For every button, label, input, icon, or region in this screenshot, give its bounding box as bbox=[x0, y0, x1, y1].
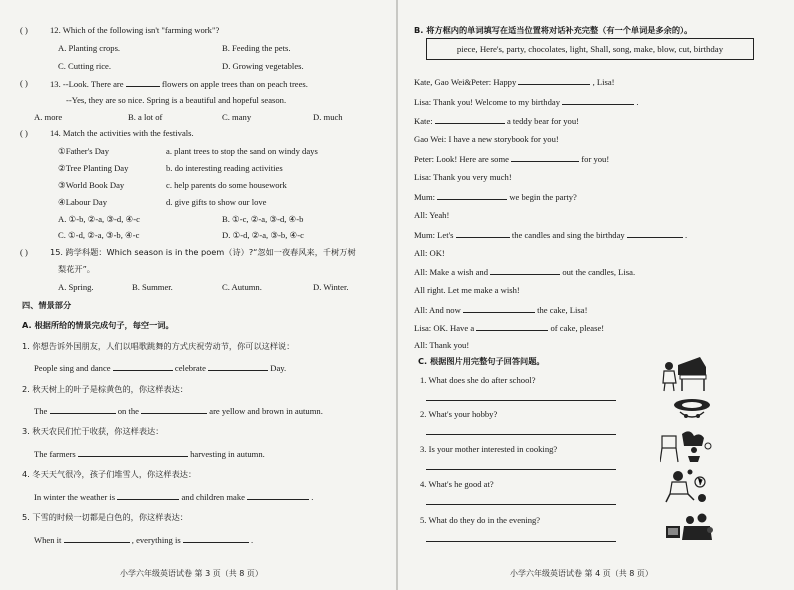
q13-reply: --Yes, they are so nice. Spring is a beautiful and hopeful season. bbox=[66, 95, 287, 105]
dialog-3-blank[interactable] bbox=[435, 115, 505, 124]
s1-text-c: Day. bbox=[270, 363, 287, 373]
q14-activity-d: d. give gifts to show our love bbox=[166, 197, 267, 207]
s1-text-b: celebrate bbox=[174, 363, 206, 373]
q14-festival-2: ②Tree Planting Day bbox=[58, 163, 129, 173]
q15-option-c: C. Autumn. bbox=[222, 282, 262, 292]
dialog-line-12: All right. Let me make a wish! bbox=[414, 285, 520, 295]
c-question-5: 5. What do they do in the evening? bbox=[420, 515, 541, 525]
s5-blank-1[interactable] bbox=[64, 534, 130, 543]
dialog-9-text-b: the candles and sing the birthday bbox=[511, 230, 625, 240]
s1-blank-1[interactable] bbox=[113, 362, 173, 371]
part-b-instruction: B. 将方框内的单词填写在适当位置将对话补充完整（有一个单词是多余的）。 bbox=[414, 25, 693, 35]
piano-picture-icon bbox=[660, 353, 710, 393]
s5-text-b: , everything is bbox=[131, 535, 181, 545]
dialog-3-text-a: Kate: bbox=[414, 116, 433, 126]
dialog-14-text-a: Lisa: OK. Have a bbox=[414, 323, 475, 333]
dialog-13-text-b: the cake, Lisa! bbox=[537, 305, 588, 315]
part-c-instruction: C. 根据图片用完整句子回答问题。 bbox=[418, 356, 545, 366]
s1-sentence bbox=[34, 362, 286, 374]
dialog-7-text-a: Mum: bbox=[414, 192, 436, 202]
s4-blank-1[interactable] bbox=[117, 491, 179, 500]
dialog-11-blank[interactable] bbox=[490, 266, 560, 275]
dialog-11-text-a: All: Make a wish and bbox=[414, 267, 488, 277]
q14-activity-b: b. do interesting reading activities bbox=[166, 163, 283, 173]
s4-text-b: and children make bbox=[181, 492, 245, 502]
dialog-line-4: Gao Wei: I have a new storybook for you! bbox=[414, 134, 559, 144]
q13-option-a: A. more bbox=[34, 112, 63, 122]
q13-option-c: C. many bbox=[222, 112, 252, 122]
c-answer-line-1[interactable] bbox=[426, 400, 616, 401]
s2-text-c: are yellow and brown in autumn. bbox=[209, 406, 323, 416]
s2-text-b: on the bbox=[117, 406, 139, 416]
dialog-line-8: All: Yeah! bbox=[414, 210, 450, 220]
s1-blank-2[interactable] bbox=[208, 362, 268, 371]
dialog-7-blank[interactable] bbox=[437, 191, 507, 200]
q12-option-d: D. Growing vegetables. bbox=[222, 61, 304, 71]
dialog-14-text-b: of cake, please! bbox=[550, 323, 605, 333]
s2-blank-2[interactable] bbox=[141, 405, 207, 414]
s2-sentence bbox=[34, 405, 323, 417]
s4-blank-2[interactable] bbox=[247, 491, 309, 500]
dialog-line-9: Mum: Let's the candles and sing the birthday . bbox=[414, 230, 688, 240]
dialog-line-10: All: OK! bbox=[414, 248, 445, 258]
dialog-3-text-b: a teddy bear for you! bbox=[506, 116, 579, 126]
dialog-line-11 bbox=[414, 266, 635, 278]
drawing-picture-icon bbox=[670, 396, 714, 424]
q13-stem-start: 13. --Look. There are bbox=[50, 79, 124, 89]
s5-text-a: When it bbox=[34, 535, 62, 545]
s1-text-a: People sing and dance bbox=[34, 363, 111, 373]
c-question-4: 4. What's he good at? bbox=[420, 479, 494, 489]
q15-stem-continued: 梨花开”。 bbox=[58, 264, 95, 274]
s4-text-a: In winter the weather is bbox=[34, 492, 116, 502]
s3-text-a: The farmers bbox=[34, 449, 76, 459]
s2-blank-1[interactable] bbox=[50, 405, 116, 414]
q13-stem-end: flowers on apple trees than on peach trees. bbox=[161, 79, 308, 89]
dialog-2-blank[interactable] bbox=[562, 96, 634, 105]
dialog-line-13 bbox=[414, 304, 587, 316]
q13-paren[interactable]: ( ) bbox=[20, 78, 28, 88]
q14-activity-c: c. help parents do some housework bbox=[166, 180, 287, 190]
dialog-9-blank-2[interactable] bbox=[627, 229, 683, 238]
q12-option-c: C. Cutting rice. bbox=[58, 61, 111, 71]
dialog-line-3 bbox=[414, 115, 579, 127]
q14-option-c: C. ①-d, ②-a, ③-b, ④-c bbox=[58, 230, 140, 240]
s3-text-b: harvesting in autumn. bbox=[190, 449, 265, 459]
q15-paren[interactable]: ( ) bbox=[20, 247, 28, 257]
cooking-picture-icon bbox=[660, 428, 714, 464]
dialog-1-blank[interactable] bbox=[518, 76, 590, 85]
page-4-footer: 小学六年级英语试卷 第 4 页（共 8 页） bbox=[510, 569, 653, 578]
q14-paren[interactable]: ( ) bbox=[20, 128, 28, 138]
q15-option-b: B. Summer. bbox=[132, 282, 173, 292]
dialog-1-text-a: Kate, Gao Wei&Peter: Happy bbox=[414, 77, 517, 87]
s5-sentence: When it , everything is . bbox=[34, 535, 254, 545]
football-picture-icon bbox=[660, 468, 714, 504]
q15-stem: 15. 跨学科题：Which season is in the poem（诗）?“忽如一夜春风来，千树万树 bbox=[50, 247, 356, 257]
c-answer-line-2[interactable] bbox=[426, 434, 616, 435]
s5-blank-2[interactable] bbox=[183, 534, 249, 543]
q15-option-d: D. Winter. bbox=[313, 282, 349, 292]
q15-option-a: A. Spring. bbox=[58, 282, 94, 292]
q13-option-b: B. a lot of bbox=[128, 112, 163, 122]
dialog-line-5 bbox=[414, 153, 609, 165]
q13-option-d: D. much bbox=[313, 112, 343, 122]
s2-text-a: The bbox=[34, 406, 48, 416]
part-a-instruction: A. 根据所给的情景完成句子，每空一词。 bbox=[22, 320, 174, 330]
q14-option-b: B. ①-c, ②-a, ③-d, ④-b bbox=[222, 214, 304, 224]
c-answer-line-4[interactable] bbox=[426, 504, 616, 505]
c-answer-line-5[interactable] bbox=[426, 541, 616, 542]
dialog-5-blank[interactable] bbox=[511, 153, 579, 162]
dialog-5-text-b: for you! bbox=[581, 154, 610, 164]
dialog-9-blank-1[interactable] bbox=[456, 229, 510, 238]
dialog-line-7 bbox=[414, 191, 577, 203]
c-question-1: 1. What does she do after school? bbox=[420, 375, 536, 385]
family-tv-picture-icon bbox=[660, 508, 716, 544]
dialog-line-1 bbox=[414, 76, 615, 88]
dialog-5-text-a: Peter: Look! Here are some bbox=[414, 154, 509, 164]
c-question-2: 2. What's your hobby? bbox=[420, 409, 498, 419]
q14-festival-4: ④Labour Day bbox=[58, 197, 107, 207]
q14-activity-a: a. plant trees to stop the sand on windy days bbox=[166, 146, 318, 156]
exam-page-4 bbox=[398, 0, 794, 590]
c-question-3: 3. Is your mother interested in cooking? bbox=[420, 444, 558, 454]
page-3-footer: 小学六年级英语试卷 第 3 页（共 8 页） bbox=[120, 569, 263, 578]
s3-sentence bbox=[34, 448, 265, 460]
q13-blank[interactable] bbox=[126, 78, 160, 87]
q14-festival-1: ①Father's Day bbox=[58, 146, 110, 156]
dialog-13-blank[interactable] bbox=[463, 304, 535, 313]
dialog-9-text-a: Mum: Let's bbox=[414, 230, 454, 240]
q14-option-a: A. ①-b, ②-a, ③-d, ④-c bbox=[58, 214, 140, 224]
q14-stem: 14. Match the activities with the festivals. bbox=[50, 128, 194, 138]
s3-prompt: 3. 秋天农民们忙于收获，你这样表达： bbox=[22, 426, 164, 436]
dialog-2-text-a: Lisa: Thank you! Welcome to my birthday bbox=[414, 97, 561, 107]
dialog-1-text-b: , Lisa! bbox=[592, 77, 615, 87]
dialog-7-text-b: we begin the party? bbox=[509, 192, 577, 202]
q12-option-b: B. Feeding the pets. bbox=[222, 43, 291, 53]
s2-prompt: 2. 秋天树上的叶子是棕黄色的，你这样表达： bbox=[22, 384, 188, 394]
q14-festival-3: ③World Book Day bbox=[58, 180, 125, 190]
c-answer-line-3[interactable] bbox=[426, 469, 616, 470]
s5-prompt: 5. 下雪的时候一切都是白色的，你这样表达： bbox=[22, 512, 188, 522]
q13-stem bbox=[50, 78, 308, 90]
word-bank-box: piece, Here's, party, chocolates, light, Shall, song, make, blow, cut, birthday bbox=[426, 38, 754, 60]
s1-prompt: 1. 你想告诉外国朋友，人们以唱歌跳舞的方式庆祝劳动节，你可以这样说： bbox=[22, 341, 295, 351]
s3-blank-1[interactable] bbox=[78, 448, 188, 457]
dialog-11-text-b: out the candles, Lisa. bbox=[562, 267, 636, 277]
q14-option-d: D. ①-d, ②-a, ③-b, ④-c bbox=[222, 230, 304, 240]
dialog-14-blank[interactable] bbox=[476, 322, 548, 331]
section-4-heading: 四、情景部分 bbox=[22, 300, 72, 310]
dialog-line-15: All: Thank you! bbox=[414, 340, 470, 350]
dialog-line-14 bbox=[414, 322, 604, 334]
q12-option-a: A. Planting crops. bbox=[58, 43, 121, 53]
s4-prompt: 4. 冬天天气很冷，孩子们堆雪人，你这样表达： bbox=[22, 469, 197, 479]
q12-stem: 12. Which of the following isn't "farming work"? bbox=[50, 25, 220, 35]
q12-paren[interactable]: ( ) bbox=[20, 25, 28, 35]
dialog-line-2: Lisa: Thank you! Welcome to my birthday . bbox=[414, 97, 639, 107]
dialog-13-text-a: All: And now bbox=[414, 305, 461, 315]
exam-page-3 bbox=[0, 0, 396, 590]
s4-sentence: In winter the weather is and children make . bbox=[34, 492, 314, 502]
dialog-line-6: Lisa: Thank you very much! bbox=[414, 172, 512, 182]
